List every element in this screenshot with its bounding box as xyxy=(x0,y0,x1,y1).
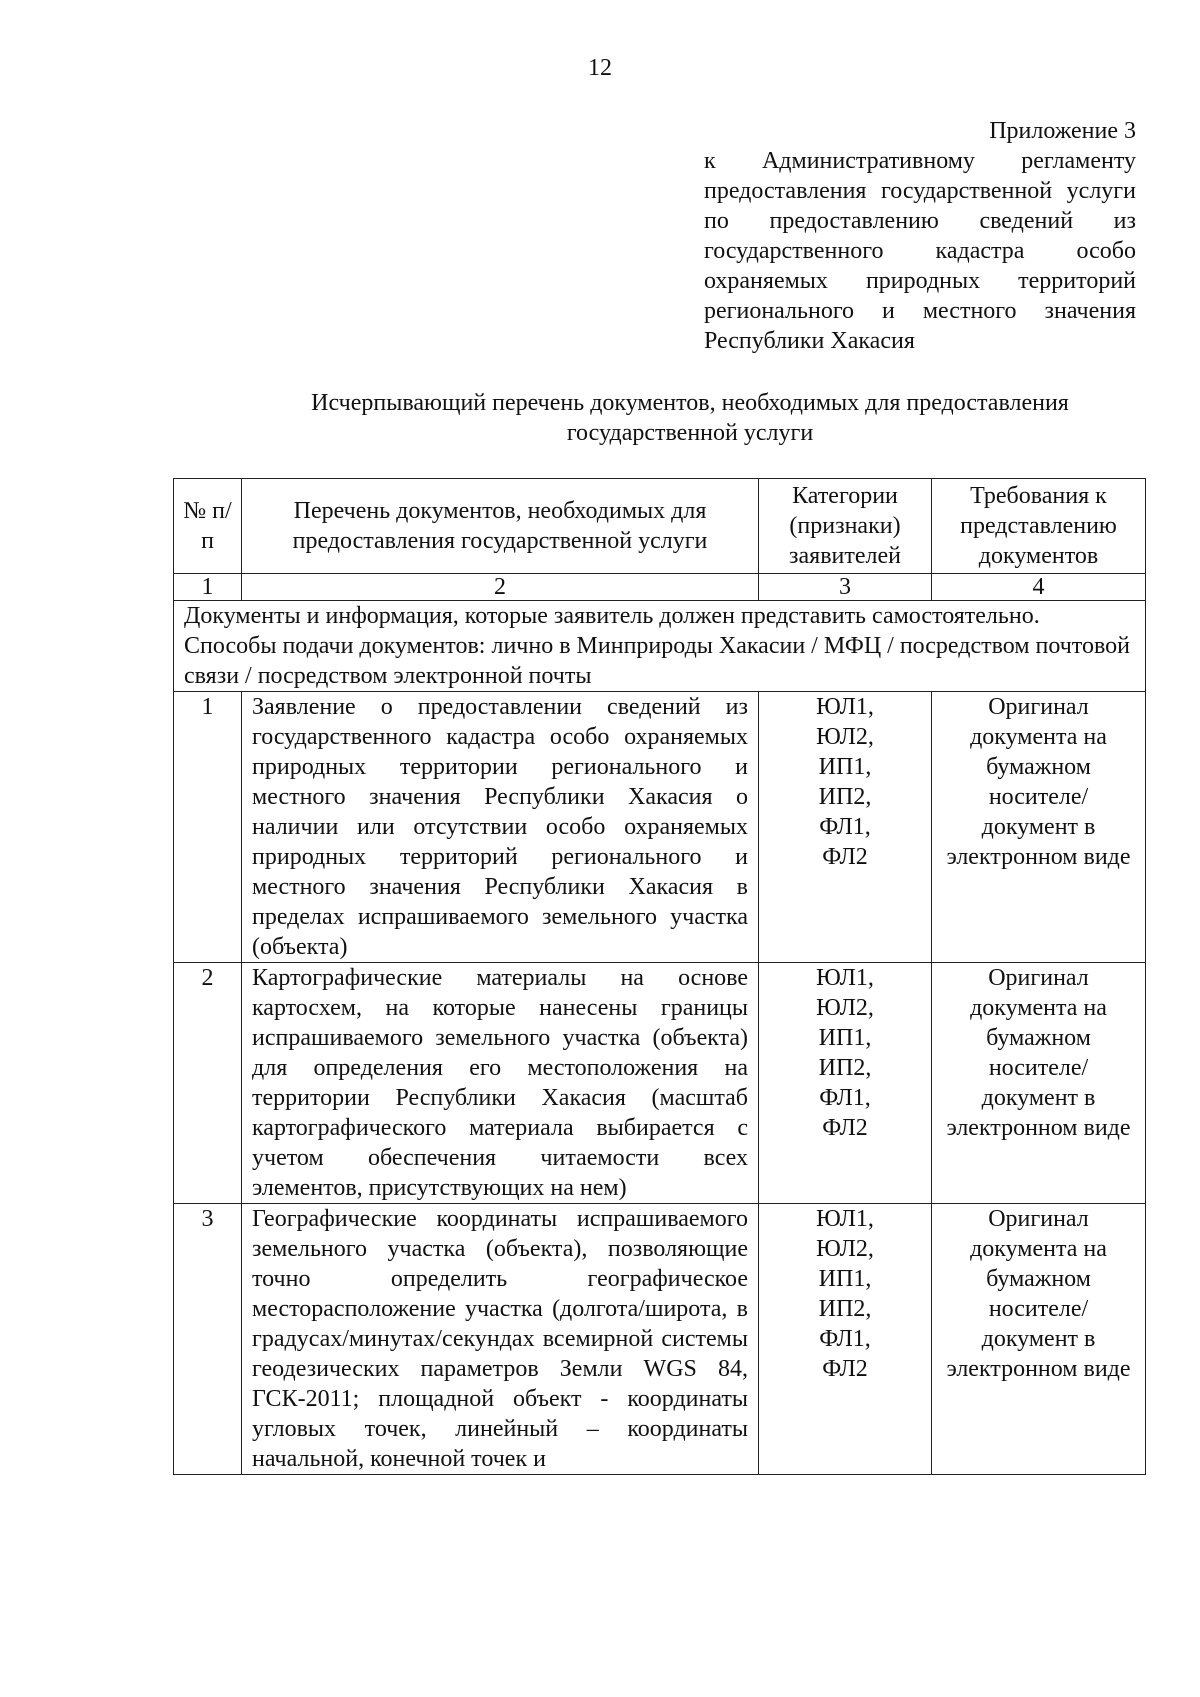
category-item: ИП2, xyxy=(818,784,872,810)
section-row xyxy=(174,601,1146,692)
table-header-row xyxy=(174,479,1146,574)
appendix-body: к Административному регламенту предоставления государственной услуги по предоставлению сведений из государственного кадастра особо охраняемых природных территорий регионального и местного значения Республики Хакасия xyxy=(704,148,1136,354)
appendix-block xyxy=(704,116,1136,356)
table-row xyxy=(174,692,1146,963)
section-cell xyxy=(174,601,1146,692)
category-item: ИП1, xyxy=(818,1025,872,1051)
row-categories xyxy=(759,692,932,963)
row-requirements: Оригинал документа на бумажном носителе/ документ в электронном виде xyxy=(932,1204,1146,1475)
documents-table xyxy=(173,478,1146,1475)
category-item: ЮЛ2, xyxy=(816,724,874,750)
table-row xyxy=(174,1204,1146,1475)
column-number-row xyxy=(174,574,1146,601)
category-item: ЮЛ2, xyxy=(816,1236,874,1262)
category-item: ФЛ2 xyxy=(822,1356,868,1382)
column-number: 3 xyxy=(759,574,932,601)
category-item: ИП1, xyxy=(818,754,872,780)
column-number: 2 xyxy=(242,574,759,601)
document-heading xyxy=(250,388,1130,448)
page-number: 12 xyxy=(588,55,612,81)
row-number: 1 xyxy=(174,692,242,963)
category-item: ФЛ2 xyxy=(822,844,868,870)
row-number: 2 xyxy=(174,963,242,1204)
row-requirements: Оригинал документа на бумажном носителе/ документ в электронном виде xyxy=(932,692,1146,963)
row-categories xyxy=(759,1204,932,1475)
header-number: № п/п xyxy=(174,479,242,574)
row-document: Географические координаты испрашиваемого земельного участка (объекта), позволяющие точно определить географическое месторасположение участка (долгота/широта, в градусах/минутах/секундах всемирной системы геодезических параметров Земли WGS 84, ГСК-2011; площадной объект - координаты угловых точек, линейный – координаты начальной, конечной точек и xyxy=(242,1204,759,1475)
row-document: Картографические материалы на основе картосхем, на которые нанесены границы испрашиваемого земельного участка (объекта) для определения его местоположения на территории Республики Хакасия (масштаб картографического материала выбирается с учетом обеспечения читаемости всех элементов, присутствующих на нем) xyxy=(242,963,759,1204)
heading-line-2: государственной услуги xyxy=(566,420,814,446)
category-item: ИП2, xyxy=(818,1055,872,1081)
category-item: ФЛ1, xyxy=(819,1326,871,1352)
row-categories xyxy=(759,963,932,1204)
appendix-title: Приложение 3 xyxy=(989,118,1136,144)
row-requirements: Оригинал документа на бумажном носителе/ документ в электронном виде xyxy=(932,963,1146,1204)
category-item: ФЛ1, xyxy=(819,814,871,840)
column-number: 1 xyxy=(174,574,242,601)
row-number: 3 xyxy=(174,1204,242,1475)
section-line-2: Способы подачи документов: лично в Минприроды Хакасии / МФЦ / посредством почтовой связи / посредством электронной почты xyxy=(184,633,1130,689)
category-item: ФЛ1, xyxy=(819,1085,871,1111)
section-line-1: Документы и информация, которые заявитель должен представить самостоятельно. xyxy=(184,603,1040,629)
category-item: ЮЛ1, xyxy=(816,1206,874,1232)
category-item: ИП1, xyxy=(818,1266,872,1292)
category-item: ЮЛ1, xyxy=(816,694,874,720)
heading-line-1: Исчерпывающий перечень документов, необходимых для предоставления xyxy=(311,390,1069,416)
row-document: Заявление о предоставлении сведений из государственного кадастра особо охраняемых природных территории регионального и местного значения Республики Хакасия о наличии или отсутствии особо охраняемых природных территорий регионального и местного значения Республики Хакасия в пределах испрашиваемого земельного участка (объекта) xyxy=(242,692,759,963)
header-requirements: Требования к представлению документов xyxy=(932,479,1146,574)
table-row xyxy=(174,963,1146,1204)
category-item: ИП2, xyxy=(818,1296,872,1322)
header-categories: Категории (признаки) заявителей xyxy=(759,479,932,574)
category-item: ФЛ2 xyxy=(822,1115,868,1141)
column-number: 4 xyxy=(932,574,1146,601)
category-item: ЮЛ1, xyxy=(816,965,874,991)
category-item: ЮЛ2, xyxy=(816,995,874,1021)
header-document: Перечень документов, необходимых для предоставления государственной услуги xyxy=(242,479,759,574)
